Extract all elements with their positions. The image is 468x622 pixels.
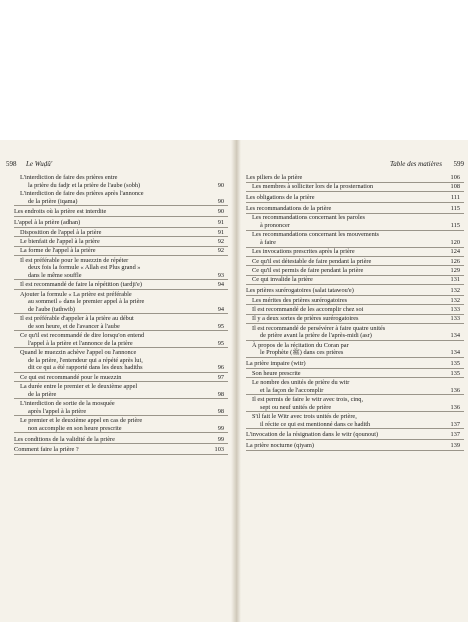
toc-entry-page: 136 (450, 403, 460, 411)
toc-entry-text: S'il fait le Witr avec trois unités de prière, (252, 412, 357, 420)
toc-entry-text: Ce qui invalide la prière (252, 276, 313, 284)
toc-entry-page: 139 (450, 442, 460, 450)
toc-entry-text: de la prière (28, 390, 57, 398)
toc-entry-text: la prière du fadjr et la prière de l'aube (sobh) (28, 181, 141, 189)
toc-entry-text: Il est recommandé de persévérer à faire quatre unités (252, 324, 386, 332)
toc-entry-page: 97 (217, 373, 224, 381)
toc-entry (14, 247, 228, 256)
toc-entry-page: 92 (217, 247, 224, 255)
toc-entry-page: 103 (214, 446, 224, 454)
toc-entry (14, 291, 228, 315)
toc-entry-text: L'interdiction de sortie de la mosquée (20, 400, 115, 408)
left-running-title: Le Wuḍû' (26, 160, 53, 168)
toc-entry (14, 417, 228, 433)
toc-entry-text: Ajouter la formule « La prière est préférable (20, 290, 132, 298)
toc-entry-page: 129 (450, 267, 460, 275)
toc-entry-text: Ce qui est recommandé pour le muezzin (20, 373, 122, 381)
toc-entry-text: Les recommandations concernant les mouvements (252, 231, 379, 239)
toc-entry-text: non accomplie en son heure prescrite (28, 424, 122, 432)
toc-entry (14, 446, 228, 455)
toc-entry (14, 315, 228, 331)
toc-entry-page: 99 (217, 424, 224, 432)
toc-entry-text: Il est permis de faire le witr avec trois, cinq, (252, 395, 364, 403)
toc-entry (246, 297, 464, 306)
toc-entry-text: Les membres à solliciter lors de la prosternation (252, 183, 374, 191)
right-running-title: Table des matières (390, 160, 442, 168)
toc-entry-text: Quand le muezzin achève l'appel ou l'annonce (20, 349, 137, 357)
toc-entry-page: 90 (217, 208, 224, 216)
toc-entry-text: La prière nocturne (qiyam) (246, 442, 315, 450)
toc-entry (246, 442, 464, 451)
toc-entry-text: Les prières surérogatoires (salat tatawou'e) (246, 287, 354, 295)
toc-entry-text: Il est préférable pour le muezzin de répéter (20, 256, 129, 264)
toc-entry (14, 281, 228, 290)
toc-entry (246, 248, 464, 257)
toc-entry-page: 96 (217, 364, 224, 372)
toc-entry-text: de la prière, l'entendeur qui a répété après lui, (28, 356, 143, 364)
toc-entry-text: Les recommandations concernant les paroles (252, 214, 365, 222)
toc-entry-text: La durée entre le premier et le deuxième appel (20, 383, 138, 391)
toc-entry (14, 257, 228, 281)
toc-entry-page: 134 (450, 349, 460, 357)
toc-entry (246, 231, 464, 247)
toc-entry-page: 94 (217, 281, 224, 289)
toc-entry-text: dans le même souffle (28, 271, 82, 279)
toc-entry (246, 258, 464, 267)
left-page-number: 598 (6, 160, 17, 168)
left-toc-list (14, 174, 228, 455)
toc-entry (246, 214, 464, 230)
toc-entry-page: 137 (450, 420, 460, 428)
toc-entry-page: 95 (217, 339, 224, 347)
toc-entry-text: Il y a deux sortes de prières surérogatoires (252, 315, 359, 323)
toc-entry-page: 93 (217, 271, 224, 279)
toc-entry (246, 306, 464, 315)
toc-entry-page: 124 (450, 248, 460, 256)
toc-entry-page: 106 (450, 174, 460, 181)
toc-entry-text: Le bienfait de l'appel à la prière (20, 237, 100, 245)
toc-entry-text: L'appel à la prière (adhan) (14, 219, 81, 227)
left-page-header (6, 160, 228, 170)
right-page-header (246, 160, 464, 170)
toc-entry-page: 108 (450, 183, 460, 191)
toc-entry-page: 98 (217, 390, 224, 398)
toc-entry-page: 98 (217, 407, 224, 415)
toc-entry-page: 111 (451, 194, 460, 202)
toc-entry-page: 135 (450, 360, 460, 368)
toc-entry (14, 436, 228, 445)
toc-entry-text: Ce qu'il est recommandé de dire lorsqu'on entend (20, 332, 145, 340)
toc-entry (14, 174, 228, 189)
toc-entry-text: le Prophète (ﷺ) dans ces prières (260, 349, 344, 357)
toc-entry-page: 115 (450, 204, 460, 212)
toc-entry-page: 99 (217, 435, 224, 443)
toc-entry-text: Le premier et le deuxième appel en cas de prière (20, 417, 143, 425)
toc-entry-text: Les recommandations de la prière (246, 204, 332, 212)
toc-entry (14, 400, 228, 416)
toc-entry (14, 238, 228, 247)
toc-entry-page: 136 (450, 386, 460, 394)
toc-entry-text: Ce qu'il est détestable de faire pendant la prière (252, 257, 372, 265)
toc-entry (246, 413, 464, 429)
toc-entry-text: Disposition de l'appel à la prière (20, 228, 102, 236)
toc-entry (246, 342, 464, 358)
toc-entry-text: Les mérites des prières surérogatoires (252, 296, 348, 304)
toc-entry-page: 137 (450, 431, 460, 439)
toc-entry-text: Les endroits où la prière est interdite (14, 208, 107, 216)
toc-entry (246, 287, 464, 296)
toc-entry (14, 229, 228, 238)
toc-entry (246, 205, 464, 214)
toc-entry (246, 431, 464, 440)
toc-entry-text: au sommeil » dans le premier appel à la prière (28, 298, 145, 306)
toc-entry (246, 325, 464, 341)
toc-entry-text: Les invocations prescrites après la prière (252, 248, 355, 256)
toc-entry-text: il récite ce qui est mentionné dans ce hadith (260, 420, 371, 428)
toc-entry-text: L'interdiction de faire des prières après l'annonce (20, 189, 144, 197)
toc-entry-text: sept ou neuf unités de prière (260, 403, 332, 411)
toc-entry-text: L'invocation de la résignation dans le witr (qounout) (246, 431, 379, 439)
toc-entry-text: Les piliers de la prière (246, 174, 303, 181)
toc-entry-text: Son heure prescrite (252, 369, 301, 377)
toc-entry-page: 132 (450, 296, 460, 304)
toc-entry (246, 360, 464, 369)
toc-entry-page: 134 (450, 332, 460, 340)
toc-entry-text: de la prière (iqama) (28, 197, 78, 205)
toc-entry (14, 383, 228, 399)
toc-entry-page: 133 (450, 315, 460, 323)
toc-entry (14, 190, 228, 206)
toc-entry-text: Ce qu'il est permis de faire pendant la prière (252, 267, 364, 275)
toc-entry-page: 92 (217, 237, 224, 245)
toc-entry-page: 90 (217, 197, 224, 205)
toc-entry-text: de prière avant la prière de l'après-midi (asr) (260, 332, 372, 340)
toc-entry (246, 370, 464, 379)
toc-entry-page: 91 (217, 228, 224, 236)
toc-entry-page: 90 (217, 181, 224, 189)
toc-entry-text: de l'aube (tathwib) (28, 305, 75, 313)
toc-entry (246, 194, 464, 203)
toc-entry-text: Il est préférable d'appeler à la prière au début (20, 315, 134, 323)
toc-entry-text: La forme de l'appel à la prière (20, 247, 96, 255)
toc-entry-text: À propos de la récitation du Coran par (252, 341, 349, 349)
toc-entry-text: l'appel à la prière et l'annonce de la prière (28, 339, 133, 347)
toc-entry (14, 349, 228, 373)
toc-entry-text: Comment faire la prière ? (14, 446, 79, 454)
toc-entry-text: Les obligations de la prière (246, 194, 315, 202)
toc-entry (14, 374, 228, 383)
toc-entry-text: à prononcer (260, 221, 290, 229)
toc-entry-text: L'interdiction de faire des prières entre (20, 174, 118, 181)
toc-entry-page: 133 (450, 306, 460, 314)
toc-entry (246, 315, 464, 324)
toc-entry-page: 132 (450, 287, 460, 295)
toc-entry (14, 208, 228, 217)
toc-entry-text: deux fois la formule « Allah est Plus grand » (28, 264, 141, 272)
toc-entry-page: 126 (450, 257, 460, 265)
toc-entry-page: 120 (450, 238, 460, 246)
right-page-number: 599 (453, 160, 464, 168)
book-gutter (231, 140, 241, 622)
toc-entry-text: Il est recommandé de faire la répétition (tardji'e) (20, 281, 142, 289)
toc-entry (246, 183, 464, 192)
toc-entry-text: de son heure, et de l'avancer à l'aube (28, 322, 120, 330)
toc-entry (246, 379, 464, 395)
toc-entry-text: à faire (260, 238, 276, 246)
toc-entry-page: 95 (217, 322, 224, 330)
toc-entry-text: Il est recommandé de les accomplir chez soi (252, 306, 364, 314)
toc-entry-text: et la façon de l'accomplir (260, 386, 324, 394)
toc-entry-page: 91 (217, 219, 224, 227)
toc-entry (14, 332, 228, 348)
toc-entry-page: 94 (217, 305, 224, 313)
toc-entry-text: après l'appel à la prière (28, 407, 87, 415)
toc-entry (14, 219, 228, 228)
toc-entry (246, 396, 464, 412)
right-toc-list (246, 174, 464, 451)
toc-entry (246, 174, 464, 183)
toc-entry-text: dit ce qui a été rapporté dans les deux hadiths (28, 364, 143, 372)
toc-entry-text: La prière impaire (witr) (246, 360, 306, 368)
toc-entry-page: 135 (450, 369, 460, 377)
toc-entry (246, 276, 464, 285)
toc-entry (246, 267, 464, 276)
toc-entry-text: Les conditions de la validité de la prière (14, 435, 115, 443)
toc-entry-page: 115 (450, 221, 460, 229)
toc-entry-page: 131 (450, 276, 460, 284)
toc-entry-text: Le nombre des unités de prière du witr (252, 378, 350, 386)
